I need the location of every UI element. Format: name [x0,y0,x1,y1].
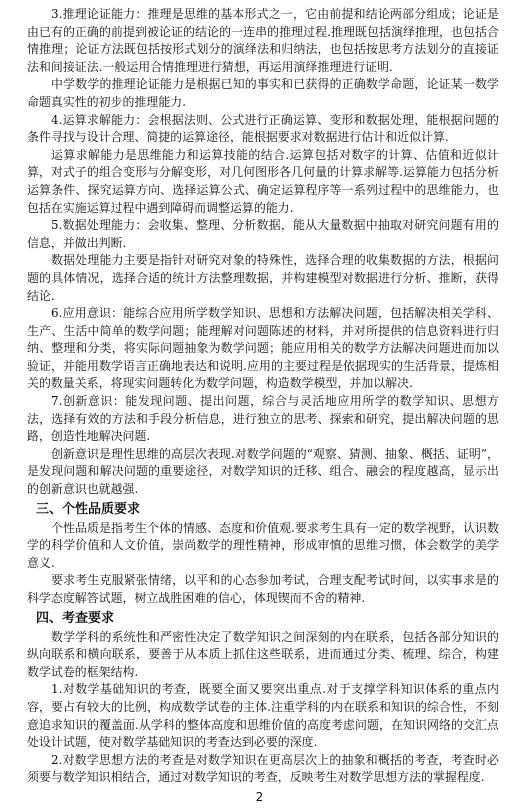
paragraph-exam-structure: 数学学科的系统性和严密性决定了数学知识之间深刻的内在联系，包括各部分知识的纵向联系和横向联系，要善于从本质上抓住这些联系，进而通过分类、梳理、综合，构建数学试卷的框架结构. [27,629,499,679]
paragraph-thinking-methods: 2.对数学思想方法的考查是对数学知识在更高层次上的抽象和概括的考查，考查时必须要与数学知识相结合，通过对数学知识的考查，反映考生对数学思想方法的掌握程度. [27,752,499,785]
page-number: 2 [255,790,264,804]
paragraph-innovation-awareness: 7.创新意识：能发现问题、提出问题，综合与灵活地应用所学的数学知识、思想方法，选择有效的方法和手段分析信息，进行独立的思考、探索和研究，提出解决问题的思路，创造性地解决问题. [27,394,499,444]
paragraph-application-awareness: 6.应用意识：能综合应用所学数学知识、思想和方法解决问题，包括解决相关学科、生产、生活中简单的数学问题；能理解对问题陈述的材料，并对所提供的信息资料进行归纳、整理和分类，将实际问题抽象为数学问题；能应用相关的数学方法解决问题进而加以验证，并能用数学语言正确地表达和说明.应用的主要过程是依据现实的生活背景，提炼相关的数量关系，将现实问题转化为数学问题，构造数学模型，并加以解决. [27,306,499,391]
paragraph-computation-ability: 4.运算求解能力：会根据法则、公式进行正确运算、变形和数据处理，能根据问题的条件寻找与设计合理、简捷的运算途径，能根据要求对数据进行估计和近似计算. [27,112,499,145]
paragraph-reasoning-ability: 3.推理论证能力：推理是思维的基本形式之一，它由前提和结论两部分组成；论证是由已有的正确的前提到被论证的结论的一连串的推理过程.推理既包括演绎推理，也包括合情推理；论证方法既包括按形式划分的演绎法和归纳法，也包括按思考方法划分的直接证法和间接证法.一般运用合情推理进行猜想，再运用演绎推理进行证明. [27,7,499,74]
paragraph-computation-detail: 运算求解能力是思维能力和运算技能的结合.运算包括对数字的计算、估值和近似计算，对式子的组合变形与分解变形，对几何图形各几何量的计算求解等.运算能力包括分析运算条件、探究运算方向、选择运算公式、确定运算程序等一系列过程中的思维能力，也包括在实施运算过程中遇到障碍而调整运算的能力. [27,147,499,215]
paragraph-data-processing: 5.数据处理能力：会收集、整理、分析数据，能从大量数据中抽取对研究问题有用的信息，并做出判断. [27,218,499,250]
paragraph-innovation-detail: 创新意识是理性思维的高层次表现.对数学问题的“观察、猜测、抽象、概括、证明”，是发现问题和解决问题的重要途径，对数学知识的迁移、组合、融会的程度越高，显示出的创新意识也就越强. [27,446,499,497]
section-heading-personal-quality: 三、个性品质要求 [36,501,141,517]
paragraph-exam-attitude: 要求考生克服紧张情绪，以平和的心态参加考试，合理支配考试时间，以实事求是的科学态度解答试题，树立战胜困难的信心，体现锲而不舍的精神. [27,573,499,605]
paragraph-personal-quality: 个性品质是指考生个体的情感、态度和价值观.要求考生具有一定的数学视野，认识数学的科学价值和人文价值，崇尚数学的理性精神，形成审慎的思维习惯，体会数学的美学意义. [27,520,499,570]
section-heading-exam-requirements: 四、考查要求 [36,610,115,626]
paragraph-data-processing-detail: 数据处理能力主要是指针对研究对象的特殊性，选择合理的收集数据的方法，根据问题的具体情况，选择合适的统计方法整理数据，并构建模型对数据进行分析、推断，获得结论. [27,253,499,303]
paragraph-reasoning-secondary: 中学数学的推理论证能力是根据已知的事实和已获得的正确数学命题，论证某一数学命题真实性的初步的推理能力. [27,77,499,109]
paragraph-basic-knowledge: 1.对数学基础知识的考查，既要全面又要突出重点.对于支撑学科知识体系的重点内容，要占有较大的比例，构成数学试卷的主体.注重学科的内在联系和知识的综合性，不刻意追求知识的覆盖面.从学科的整体高度和思维价值的高度考虑问题，在知识网络的交汇点处设计试题，使对数学基础知识的考查达到必要的深度. [27,682,499,750]
